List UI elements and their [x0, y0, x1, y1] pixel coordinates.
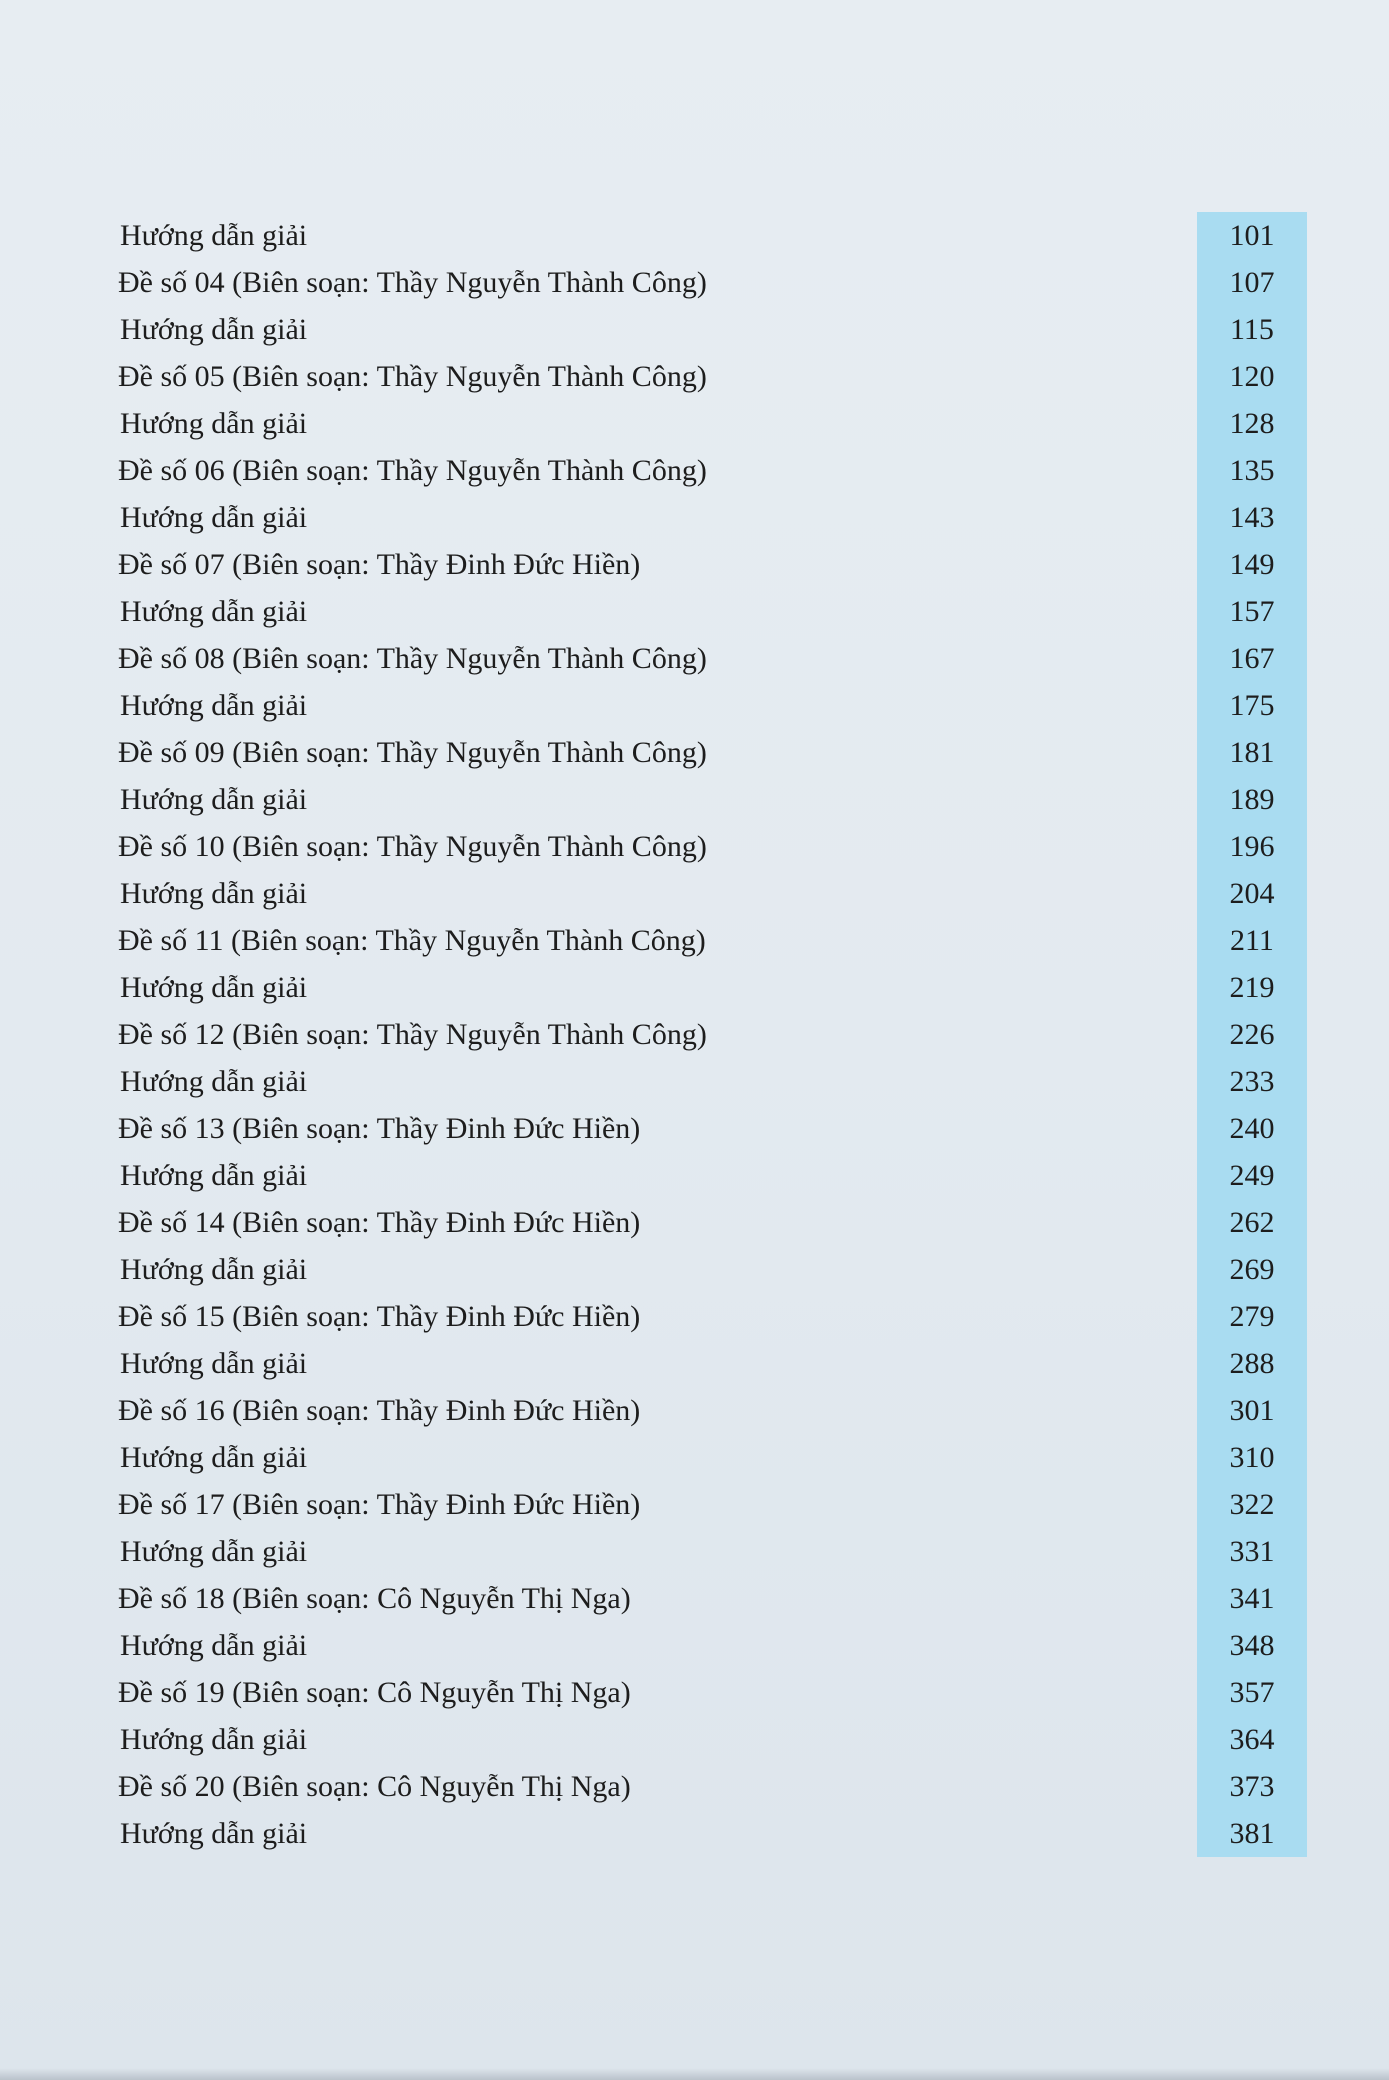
toc-entry-page-number: 181 [1229, 736, 1275, 769]
toc-entry-solution [118, 1340, 1308, 1387]
toc-entry-exam [118, 541, 1308, 588]
toc-entry-page-number: 211 [1230, 924, 1274, 957]
toc-entry-title: Đề số 16 (Biên soạn: Thầy Đinh Đức Hiền) [118, 1394, 641, 1427]
toc-entry-title: Hướng dẫn giải [120, 1817, 308, 1850]
toc-entry-solution [118, 400, 1308, 447]
toc-entry-page-number: 331 [1229, 1535, 1275, 1568]
toc-entry-title: Đề số 07 (Biên soạn: Thầy Đinh Đức Hiền) [118, 548, 641, 581]
toc-entry-title: Đề số 06 (Biên soạn: Thầy Nguyễn Thành Công) [118, 454, 707, 487]
toc-entry-title: Đề số 15 (Biên soạn: Thầy Đinh Đức Hiền) [118, 1300, 641, 1333]
toc-entry-page-number: 204 [1229, 877, 1275, 910]
toc-entry-page-number: 107 [1229, 266, 1275, 299]
toc-entry-page-number: 341 [1229, 1582, 1275, 1615]
toc-entry-title: Hướng dẫn giải [120, 1253, 308, 1286]
toc-entry-title: Đề số 19 (Biên soạn: Cô Nguyễn Thị Nga) [118, 1676, 631, 1709]
toc-entry-exam [118, 1105, 1308, 1152]
toc-entry-title: Đề số 05 (Biên soạn: Thầy Nguyễn Thành Công) [118, 360, 707, 393]
toc-entry-page-number: 157 [1229, 595, 1275, 628]
toc-entry-solution [118, 1528, 1308, 1575]
toc-entry-title: Hướng dẫn giải [120, 1159, 308, 1192]
toc-entry-solution [118, 776, 1308, 823]
toc-entry-title: Đề số 13 (Biên soạn: Thầy Đinh Đức Hiền) [118, 1112, 641, 1145]
toc-entry-page-number: 128 [1229, 407, 1275, 440]
toc-entry-page-number: 381 [1229, 1817, 1275, 1850]
toc-entry-title: Đề số 11 (Biên soạn: Thầy Nguyễn Thành Công) [118, 924, 706, 957]
toc-entry-page-number: 167 [1229, 642, 1275, 675]
toc-entry-exam [118, 1669, 1308, 1716]
toc-entry-title: Hướng dẫn giải [120, 1065, 308, 1098]
toc-entry-page-number: 373 [1229, 1770, 1275, 1803]
toc-entry-title: Đề số 12 (Biên soạn: Thầy Nguyễn Thành Công) [118, 1018, 707, 1051]
toc-entry-page-number: 101 [1229, 219, 1275, 252]
toc-entry-exam [118, 1199, 1308, 1246]
toc-entry-exam [118, 1481, 1308, 1528]
toc-entry-page-number: 364 [1229, 1723, 1275, 1756]
table-of-contents [118, 212, 1308, 1857]
toc-entry-title: Hướng dẫn giải [120, 877, 308, 910]
toc-entry-exam [118, 259, 1308, 306]
toc-entry-title: Đề số 04 (Biên soạn: Thầy Nguyễn Thành Công) [118, 266, 707, 299]
toc-entry-page-number: 149 [1229, 548, 1275, 581]
toc-entry-page-number: 269 [1229, 1253, 1275, 1286]
toc-entry-title: Hướng dẫn giải [120, 407, 308, 440]
toc-entry-page-number: 322 [1229, 1488, 1275, 1521]
toc-entry-solution [118, 1810, 1308, 1857]
toc-entry-page-number: 357 [1229, 1676, 1275, 1709]
toc-entry-solution [118, 212, 1308, 259]
toc-entry-title: Hướng dẫn giải [120, 595, 308, 628]
toc-entry-title: Đề số 20 (Biên soạn: Cô Nguyễn Thị Nga) [118, 1770, 631, 1803]
toc-entry-page-number: 219 [1229, 971, 1275, 1004]
toc-entry-page-number: 233 [1229, 1065, 1275, 1098]
toc-entry-solution [118, 682, 1308, 729]
toc-entry-page-number: 175 [1229, 689, 1275, 722]
toc-entry-title: Đề số 14 (Biên soạn: Thầy Đinh Đức Hiền) [118, 1206, 641, 1239]
toc-entry-title: Đề số 10 (Biên soạn: Thầy Nguyễn Thành Công) [118, 830, 707, 863]
toc-entry-solution [118, 1716, 1308, 1763]
toc-entry-exam [118, 635, 1308, 682]
toc-entry-page-number: 279 [1229, 1300, 1275, 1333]
toc-entry-solution [118, 870, 1308, 917]
toc-entry-solution [118, 1152, 1308, 1199]
toc-entry-page-number: 226 [1229, 1018, 1275, 1051]
toc-entry-page-number: 189 [1229, 783, 1275, 816]
toc-entry-title: Đề số 09 (Biên soạn: Thầy Nguyễn Thành Công) [118, 736, 707, 769]
toc-entry-title: Đề số 18 (Biên soạn: Cô Nguyễn Thị Nga) [118, 1582, 631, 1615]
toc-entry-page-number: 310 [1229, 1441, 1275, 1474]
toc-entry-page-number: 348 [1229, 1629, 1275, 1662]
toc-entry-page-number: 135 [1229, 454, 1275, 487]
toc-entry-solution [118, 306, 1308, 353]
toc-entry-exam [118, 729, 1308, 776]
toc-entry-solution [118, 1246, 1308, 1293]
toc-entry-page-number: 288 [1229, 1347, 1275, 1380]
toc-entry-title: Hướng dẫn giải [120, 783, 308, 816]
toc-entry-exam [118, 447, 1308, 494]
toc-entry-solution [118, 1434, 1308, 1481]
toc-entry-exam [118, 1575, 1308, 1622]
toc-entry-title: Hướng dẫn giải [120, 689, 308, 722]
toc-entry-page-number: 301 [1229, 1394, 1275, 1427]
toc-entry-title: Hướng dẫn giải [120, 1723, 308, 1756]
toc-entry-title: Hướng dẫn giải [120, 1535, 308, 1568]
toc-entry-title: Đề số 17 (Biên soạn: Thầy Đinh Đức Hiền) [118, 1488, 641, 1521]
toc-entry-exam [118, 1293, 1308, 1340]
toc-entry-exam [118, 917, 1308, 964]
toc-entry-solution [118, 494, 1308, 541]
toc-entry-page-number: 240 [1229, 1112, 1275, 1145]
toc-entry-page-number: 143 [1229, 501, 1275, 534]
toc-entry-exam [118, 1763, 1308, 1810]
toc-entry-title: Hướng dẫn giải [120, 971, 308, 1004]
toc-entry-title: Hướng dẫn giải [120, 313, 308, 346]
toc-entry-solution [118, 1622, 1308, 1669]
toc-entry-page-number: 262 [1229, 1206, 1275, 1239]
toc-entry-title: Hướng dẫn giải [120, 219, 308, 252]
toc-entry-solution [118, 1058, 1308, 1105]
toc-entry-page-number: 115 [1230, 313, 1274, 346]
toc-entry-exam [118, 823, 1308, 870]
toc-entry-title: Hướng dẫn giải [120, 1441, 308, 1474]
toc-entry-page-number: 196 [1229, 830, 1275, 863]
toc-entry-solution [118, 964, 1308, 1011]
toc-entry-exam [118, 1387, 1308, 1434]
toc-entry-solution [118, 588, 1308, 635]
toc-entry-title: Hướng dẫn giải [120, 1629, 308, 1662]
toc-entry-exam [118, 353, 1308, 400]
toc-entry-title: Hướng dẫn giải [120, 501, 308, 534]
toc-entry-exam [118, 1011, 1308, 1058]
toc-entry-page-number: 120 [1229, 360, 1275, 393]
toc-entry-page-number: 249 [1229, 1159, 1275, 1192]
toc-entry-title: Hướng dẫn giải [120, 1347, 308, 1380]
page-bottom-edge [0, 2068, 1389, 2080]
toc-entry-title: Đề số 08 (Biên soạn: Thầy Nguyễn Thành Công) [118, 642, 707, 675]
